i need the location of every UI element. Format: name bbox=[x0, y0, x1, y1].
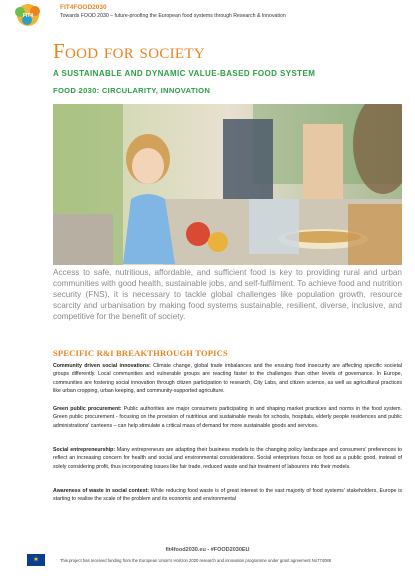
topic-paragraph bbox=[53, 405, 402, 430]
topic-body: Many entrepreneurs are adapting their business models to the changing policy landscape and consumers' preferences to reflect an increasing concern for health and social and environmental considerations. Social enterprises focus on food as a public good, instead of solely considering profit, thus incorporating issues like fair trade, reduced waste and fair treatment of labourers into their models. bbox=[53, 447, 402, 470]
page-subtitle: A SUSTAINABLE AND DYNAMIC VALUE-BASED FOOD SYSTEM bbox=[53, 69, 316, 78]
page-title: Food for society bbox=[53, 39, 205, 63]
topic-lead: Community driven social innovations: bbox=[53, 363, 151, 369]
footer-link[interactable]: fit4food2030.eu - #FOOD2030EU bbox=[165, 547, 250, 553]
topic-paragraph bbox=[53, 487, 402, 504]
topic-body: While reducing food waste is of great interest to the vast majority of food systems' stakeholders, Europe is starting to realise the scale of the problem and its economic and environmental bbox=[53, 488, 402, 503]
funding-note: This project has received funding from the European Union's Horizon 2020 research and innovation programme under grant agreement No774088 bbox=[60, 558, 332, 563]
topic-lead: Green public procurement: bbox=[53, 406, 122, 412]
topic-lead: Social entrepreneurship: bbox=[53, 447, 116, 453]
topic-lead: Awareness of waste in social context: bbox=[53, 488, 150, 494]
topic-body: Climate change, global trade imbalances and the ensuing food insecurity are affecting specific societal groups differently. Local communities and vulnerable groups are reacting faster to the challenges than other levels of governance. In Europe, communities are fostering social innovation through citizen participation to research, City Labs, and citizen science, as well as agricultural practices like urban cropping, urban keeping, and community-supported agriculture. bbox=[53, 363, 402, 395]
brand-tagline: Towards FOOD 2030 – future-proofing the European food systems through Research & Innovation bbox=[60, 13, 286, 19]
svg-text:FIT4: FIT4 bbox=[22, 13, 34, 19]
topic-paragraph bbox=[53, 362, 402, 396]
eu-flag-icon: ✶ bbox=[27, 554, 45, 566]
page-subtitle-2: FOOD 2030: CIRCULARITY, INNOVATION bbox=[53, 86, 211, 95]
hero-photo bbox=[53, 104, 402, 265]
brand-name: FIT4FOOD2030 bbox=[60, 4, 107, 11]
intro-paragraph: Access to safe, nutritious, affordable, and sufficient food is key to providing rural and urban communities with good health, sustainable jobs, and self-fulfilment. To achieve food and nutrition security (FNS), it is necessary to tackle global challenges like population growth, resource scarcity and urbanisation by making food systems sustainable, resilient, diverse, inclusive, and competitive for the benefit of society. bbox=[53, 268, 402, 321]
page-header bbox=[0, 0, 415, 30]
topic-paragraph bbox=[53, 446, 402, 471]
topic-body: Public authorities are major consumers participating in and shaping market practices and norms in the food system. Green public procurement - focusing on the provision of nutritious and sustainable meals for schools, hospitals, elderly people residences and public administrations' canteens – can help stimulate a critical mass of demand for more sustainable goods and services. bbox=[53, 406, 403, 429]
section-heading: SPECIFIC R&I BREAKTHROUGH TOPICS bbox=[53, 348, 228, 358]
fit4food-logo bbox=[4, 3, 54, 27]
